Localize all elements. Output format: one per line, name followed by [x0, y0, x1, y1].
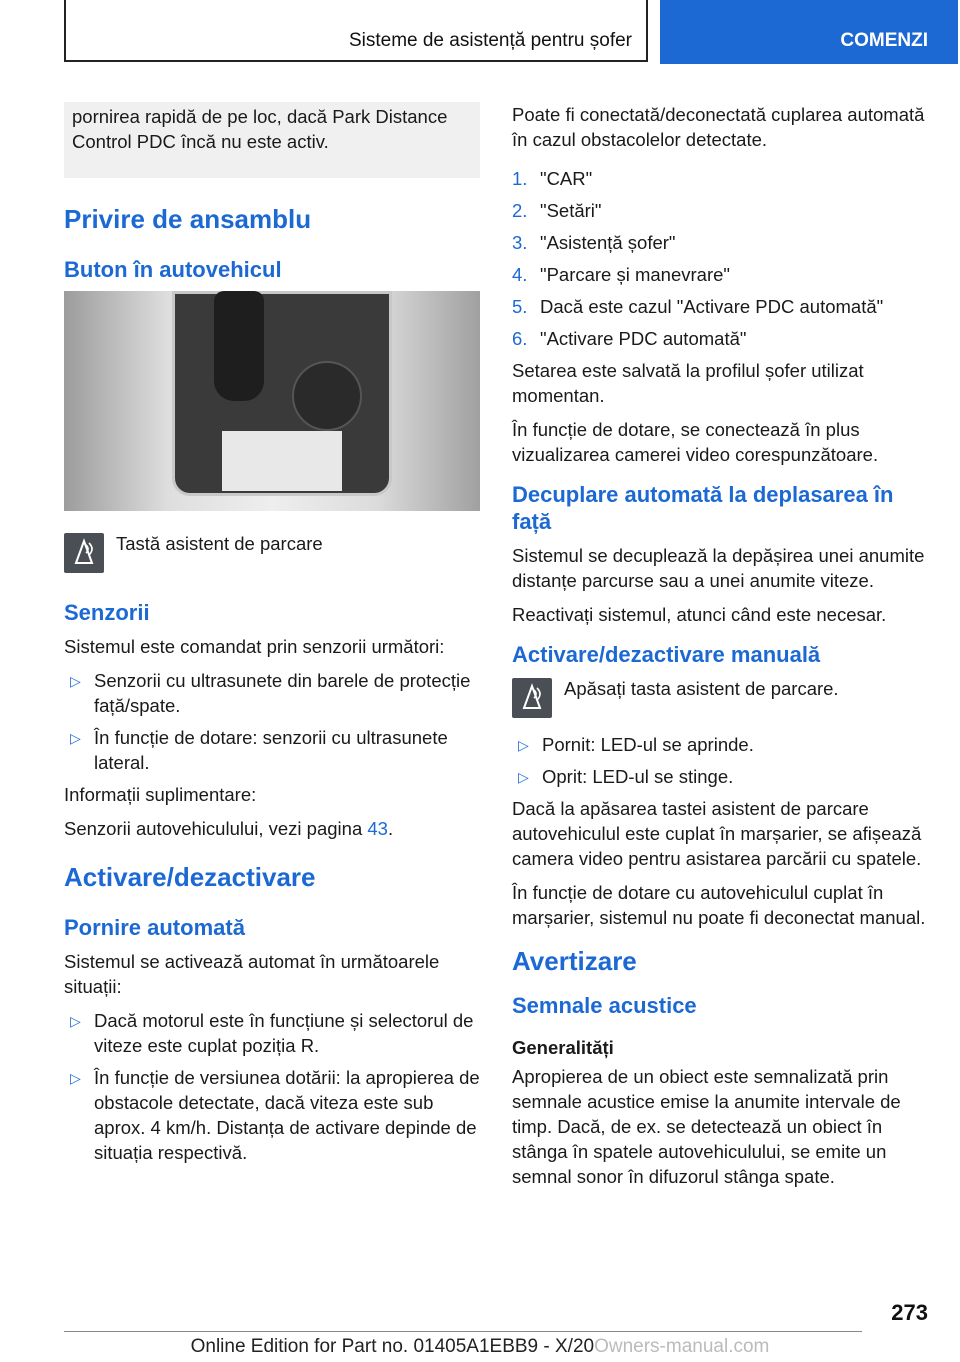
list-item-text: Pornit: LED-ul se aprinde.: [542, 734, 754, 755]
step-item: [512, 166, 928, 191]
bullet-triangle-icon: ▷: [70, 1070, 81, 1086]
console-photo: [64, 291, 480, 511]
see-page: [64, 816, 480, 841]
park-assist-caption: Tastă asistent de parcare: [116, 533, 323, 554]
step-number: 6.: [512, 328, 528, 349]
page-number: 273: [891, 1300, 928, 1325]
park-assist-icon: [512, 678, 552, 718]
manual-caption: Apăsați tasta asistent de parcare.: [564, 678, 839, 699]
step-number: 5.: [512, 296, 528, 317]
footer-edition: [0, 1336, 960, 1358]
park-assist-key-row: [64, 531, 480, 573]
bullet-triangle-icon: ▷: [70, 673, 81, 689]
list-item-text: Dacă motorul este în funcțiune și selectorul de viteze este cuplat poziția R.: [94, 1010, 474, 1056]
list-item: [512, 732, 928, 757]
header-section-box: [64, 0, 648, 62]
heading-button: Buton în autovehicul: [64, 257, 282, 282]
intro-text: Poate fi conectată/deconectată cuplarea automată în cazul obstacolelor detectate.: [512, 104, 925, 150]
gear-selector: [214, 291, 264, 401]
decouple-text: Sistemul se decuplează la depășirea unei anumite distanțe parcurse sau a unei anumite viteze.: [512, 545, 925, 591]
controller-knob: [292, 361, 362, 431]
list-item: [64, 668, 480, 718]
sensors-intro: Sistemul este comandat prin senzorii următori:: [64, 636, 445, 657]
step-text: "Setări": [540, 200, 602, 221]
reverse-text-2: În funcție de dotare cu autovehiculul cuplat în marșarier, sistemul nu poate fi deconectat manual.: [512, 882, 926, 928]
info-label: Informații suplimentare:: [64, 784, 257, 805]
saved-text: Setarea este salvată la profilul șofer utilizat momentan.: [512, 360, 864, 406]
note-text: pornirea rapidă de pe loc, dacă Park Distance Control PDC încă nu este activ.: [72, 106, 448, 152]
footer-watermark: Owners-manual.com: [594, 1336, 770, 1357]
step-text: "Parcare și manevrare": [540, 264, 730, 285]
list-item-text: În funcție de dotare: senzorii cu ultrasunete lateral.: [94, 727, 448, 773]
heading-general: Generalități: [512, 1037, 614, 1058]
heading-manual: Activare/dezactivare manuală: [512, 642, 821, 667]
footer-edition-text: Online Edition for Part no. 01405A1EBB9 - X/20: [190, 1336, 595, 1357]
heading-sensors: Senzorii: [64, 600, 150, 625]
right-column: [512, 102, 928, 1198]
step-text: Dacă este cazul "Activare PDC automată": [540, 296, 884, 317]
heading-decouple: Decuplare automată la deplasarea în față: [512, 482, 894, 534]
step-number: 4.: [512, 264, 528, 285]
list-item: [512, 764, 928, 789]
see-page-text: Senzorii autovehiculului, vezi pagina: [64, 818, 368, 839]
heading-auto-start: Pornire automată: [64, 915, 245, 940]
general-text: Apropierea de un obiect este semnalizată prin semnale acustice emise la anumite intervale de timp. Dacă, de ex. se detectează un obiect în stânga în spatele autovehiculului, se emite un semnal sonor în difuzorul stânga spate.: [512, 1066, 901, 1187]
reactivate-text: Reactivați sistemul, atunci când este necesar.: [512, 604, 887, 625]
header-section-title: Sisteme de asistență pentru șofer: [348, 30, 632, 51]
header-chapter-tab: [660, 0, 958, 64]
list-item-text: Senzorii cu ultrasunete din barele de protecție față/spate.: [94, 670, 471, 716]
heading-warning: Avertizare: [512, 946, 637, 976]
see-page-end: .: [387, 818, 394, 839]
camera-text: În funcție de dotare, se conectează în plus vizualizarea camerei video corespunzătoare.: [512, 419, 879, 465]
console-pad: [222, 431, 342, 491]
list-item: [64, 1065, 480, 1165]
bullet-triangle-icon: ▷: [518, 737, 529, 753]
steps-list: [512, 166, 928, 351]
reverse-text: Dacă la apăsarea tastei asistent de parcare autovehiculul este cuplat în marșarier, se afișează camera video pentru asistarea parcării cu spatele.: [512, 798, 922, 869]
step-item: [512, 198, 928, 223]
step-text: "Asistență șofer": [540, 232, 676, 253]
note-box: [64, 102, 480, 178]
park-assist-icon: [64, 533, 104, 573]
step-number: 3.: [512, 232, 528, 253]
heading-activate: Activare/dezactivare: [64, 862, 316, 892]
step-item: [512, 262, 928, 287]
bullet-triangle-icon: ▷: [70, 730, 81, 746]
footer-divider: [64, 1331, 862, 1332]
list-item: [64, 1008, 480, 1058]
page-link[interactable]: 43: [367, 818, 388, 839]
step-text: "Activare PDC automată": [540, 328, 747, 349]
heading-acoustic: Semnale acustice: [512, 993, 697, 1018]
step-number: 2.: [512, 200, 528, 221]
list-item: [64, 725, 480, 775]
bullet-triangle-icon: ▷: [518, 769, 529, 785]
step-item: [512, 326, 928, 351]
list-item-text: În funcție de versiunea dotării: la apropierea de obstacole detectate, dacă viteza este sub aprox. 4 km/h. Distanța de activare depinde de situația respectivă.: [94, 1067, 480, 1163]
page-header: [64, 0, 928, 64]
park-assist-key-row: [512, 676, 928, 718]
header-chapter-title: COMENZI: [840, 30, 928, 51]
step-text: "CAR": [540, 168, 593, 189]
list-item-text: Oprit: LED-ul se stinge.: [542, 766, 734, 787]
step-item: [512, 230, 928, 255]
heading-overview: Privire de ansamblu: [64, 204, 312, 234]
auto-intro: Sistemul se activează automat în următoarele situații:: [64, 951, 440, 997]
left-column: [64, 102, 480, 1172]
bullet-triangle-icon: ▷: [70, 1013, 81, 1029]
step-item: [512, 294, 928, 319]
step-number: 1.: [512, 168, 528, 189]
